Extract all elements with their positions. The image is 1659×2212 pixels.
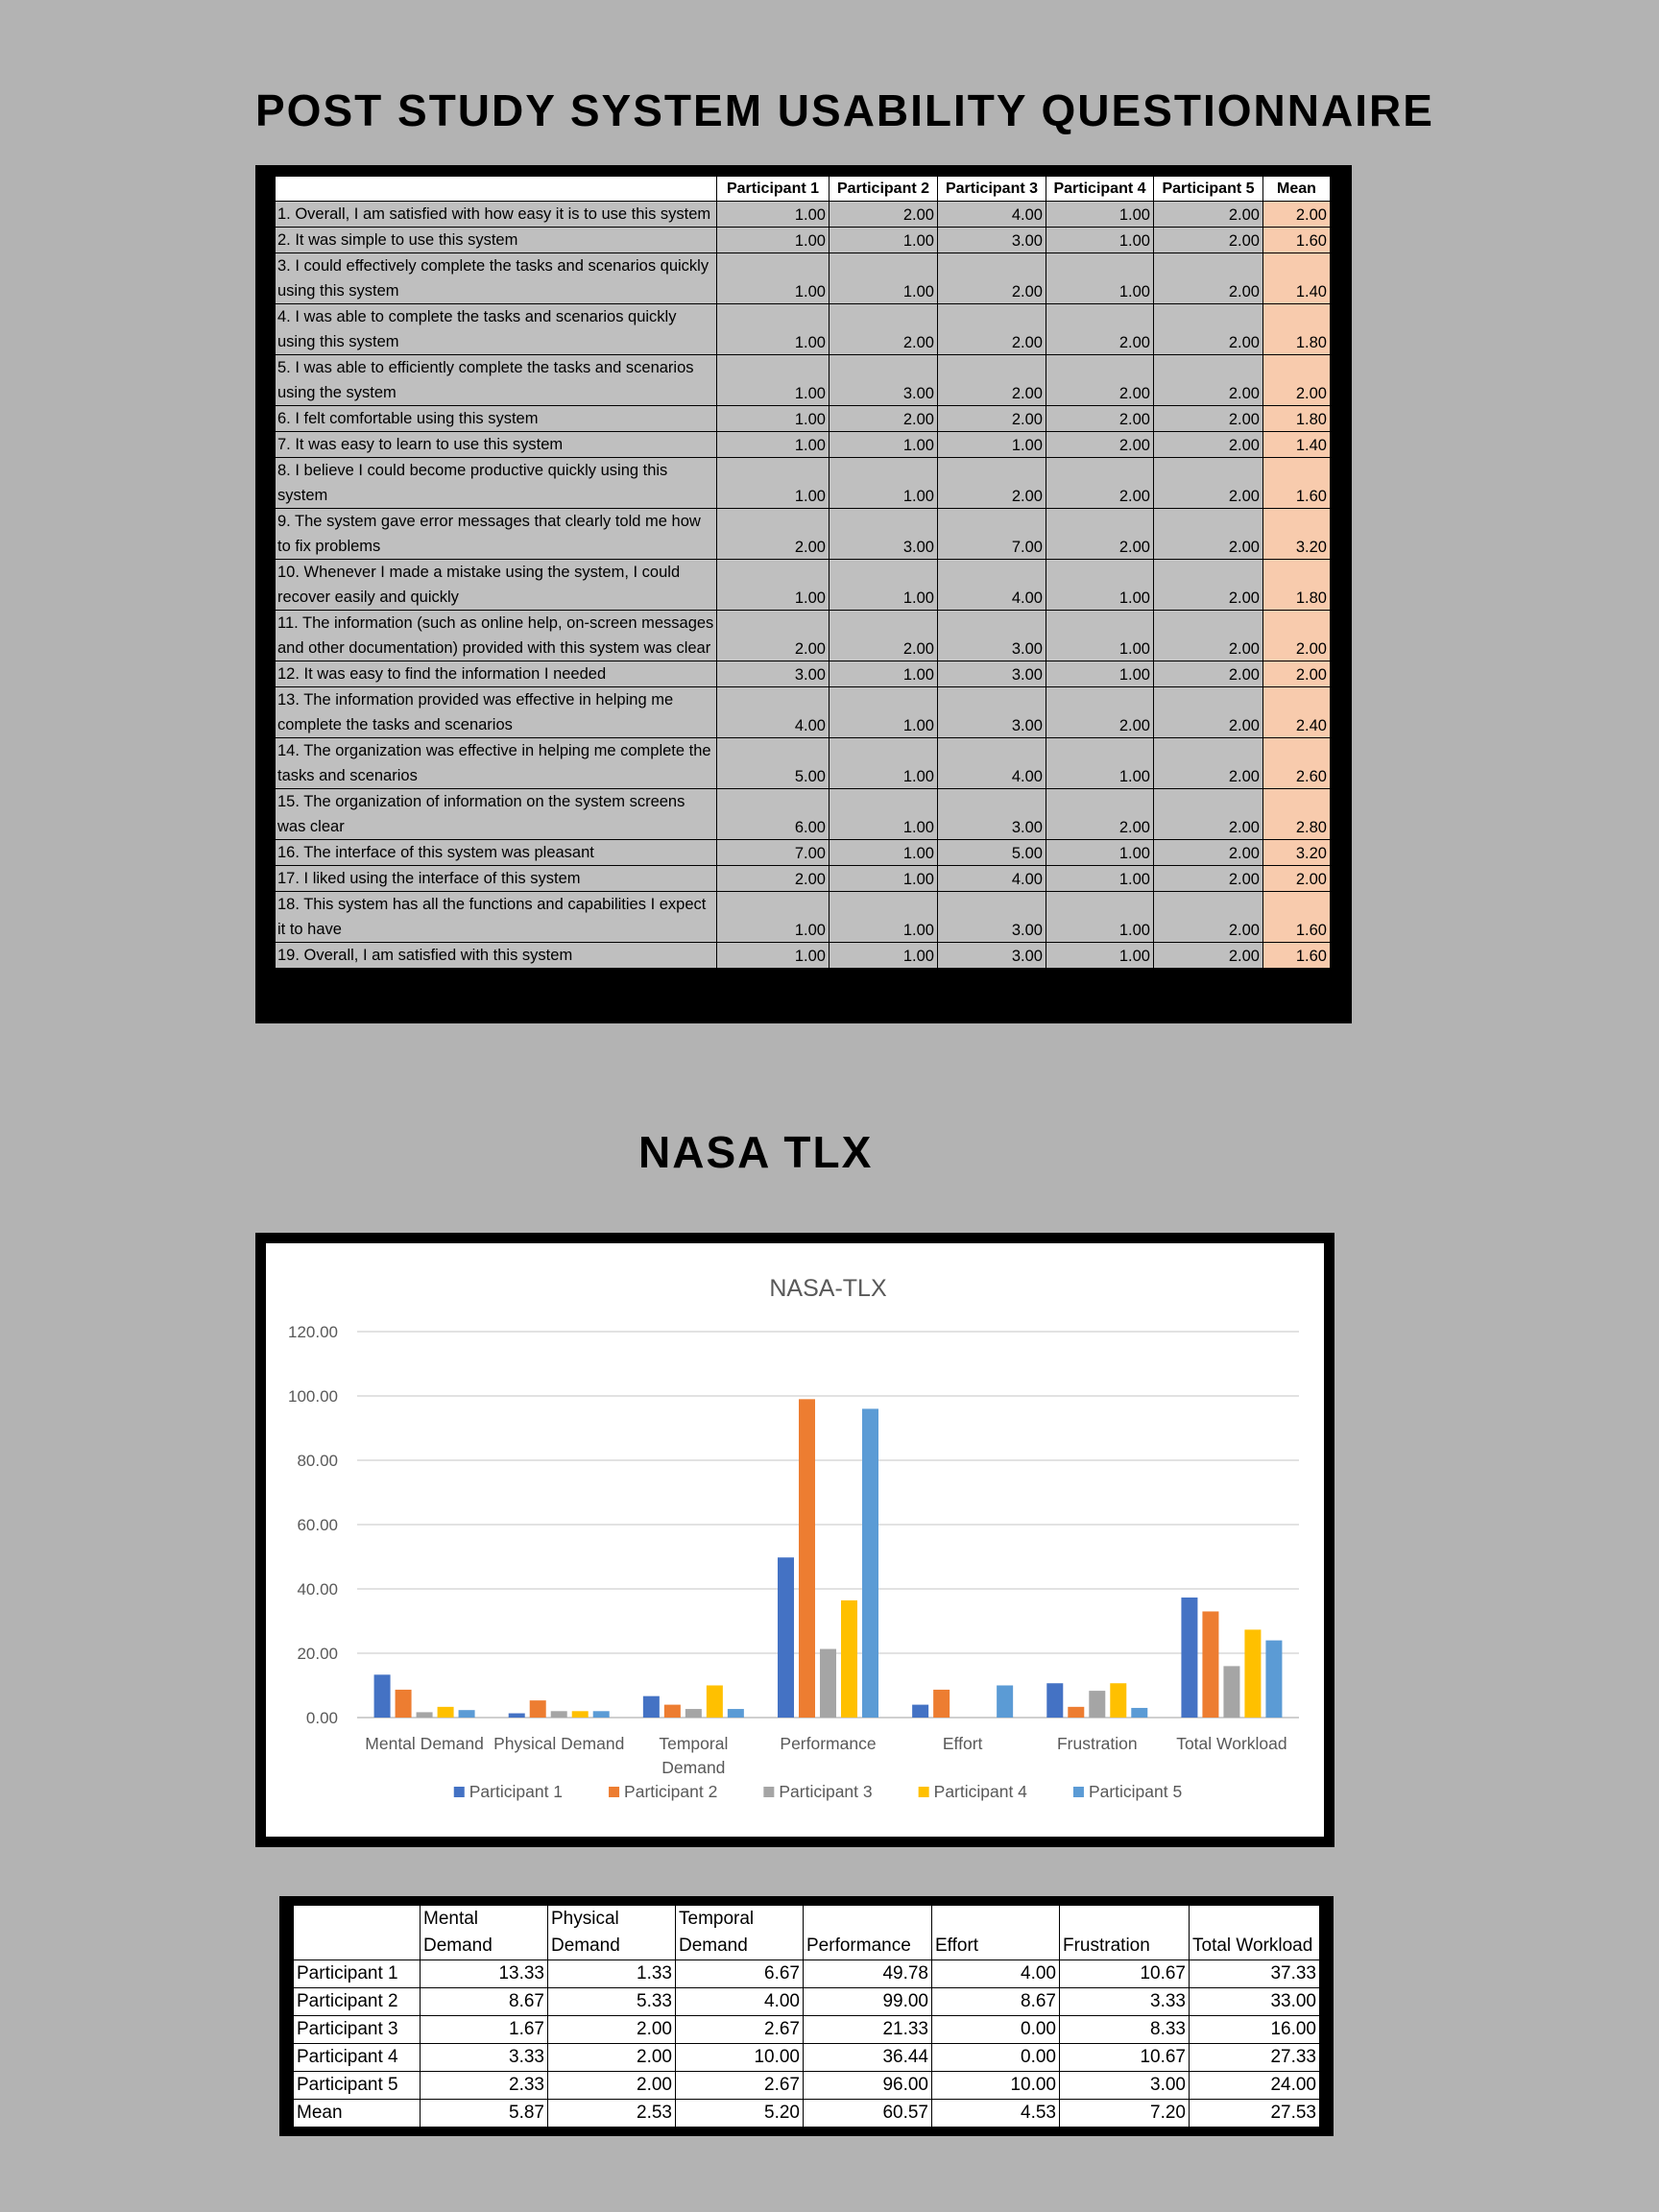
- score-cell: 1.00: [830, 866, 938, 892]
- score-cell: 1.00: [1046, 892, 1154, 943]
- legend-label: Participant 4: [933, 1782, 1027, 1801]
- score-cell: 2.00: [1154, 611, 1263, 661]
- bar-participant-3-frustration: [1089, 1691, 1105, 1718]
- mean-score-cell: 2.80: [1263, 789, 1331, 840]
- score-cell: 2.00: [1154, 253, 1263, 304]
- mean-score-cell: 3.20: [1263, 509, 1331, 560]
- score-cell: 3.00: [830, 355, 938, 406]
- score-cell: 2.00: [1046, 406, 1154, 432]
- question-row: [276, 866, 1331, 892]
- question-text: 7. It was easy to learn to use this system: [276, 432, 717, 458]
- score-cell: 1.00: [830, 228, 938, 253]
- question-text: 17. I liked using the interface of this system: [276, 866, 717, 892]
- tlx-cell: 10.00: [932, 2072, 1060, 2100]
- question-row: [276, 304, 1331, 355]
- tlx-row: [294, 1960, 1320, 1988]
- column-header-participant-4: Participant 4: [1046, 177, 1154, 202]
- mean-score-cell: 2.00: [1263, 202, 1331, 228]
- score-cell: 1.00: [717, 202, 830, 228]
- score-cell: 2.00: [1154, 892, 1263, 943]
- mean-score-cell: 2.00: [1263, 611, 1331, 661]
- score-cell: 2.00: [1154, 458, 1263, 509]
- tlx-cell: 5.20: [676, 2100, 804, 2128]
- tlx-cell: 2.33: [421, 2072, 548, 2100]
- bar-participant-2-temporal-demand: [664, 1705, 681, 1718]
- score-cell: 1.00: [717, 432, 830, 458]
- tlx-row-label: Participant 4: [294, 2044, 421, 2072]
- legend-label: Participant 5: [1088, 1782, 1183, 1801]
- question-text: 2. It was simple to use this system: [276, 228, 717, 253]
- tlx-cell: 2.67: [676, 2016, 804, 2044]
- bar-participant-3-temporal-demand: [685, 1709, 702, 1718]
- bar-participant-4-physical-demand: [572, 1711, 589, 1718]
- question-text: 15. The organization of information on the system screens was clear: [276, 789, 717, 840]
- bar-participant-5-mental-demand: [459, 1710, 475, 1718]
- tlx-cell: 96.00: [804, 2072, 932, 2100]
- score-cell: 2.00: [1154, 355, 1263, 406]
- question-row: [276, 432, 1331, 458]
- bar-participant-1-performance: [778, 1557, 794, 1718]
- tlx-cell: 7.20: [1060, 2100, 1190, 2128]
- tlx-column-performance: Performance: [804, 1906, 932, 1960]
- question-text: 9. The system gave error messages that clearly told me how to fix problems: [276, 509, 717, 560]
- y-tick-label: 20.00: [297, 1645, 338, 1663]
- legend-swatch-participant-1: [454, 1787, 465, 1797]
- tlx-cell: 2.53: [548, 2100, 676, 2128]
- tlx-cell: 0.00: [932, 2044, 1060, 2072]
- score-cell: 1.00: [1046, 228, 1154, 253]
- tlx-row-label: Mean: [294, 2100, 421, 2128]
- score-cell: 5.00: [938, 840, 1046, 866]
- y-tick-label: 40.00: [297, 1580, 338, 1599]
- bar-participant-2-mental-demand: [396, 1690, 412, 1718]
- score-cell: 2.00: [938, 355, 1046, 406]
- score-cell: 7.00: [717, 840, 830, 866]
- score-cell: 2.00: [938, 458, 1046, 509]
- tlx-row: [294, 2072, 1320, 2100]
- mean-score-cell: 1.60: [1263, 943, 1331, 969]
- score-cell: 2.00: [717, 866, 830, 892]
- score-cell: 1.00: [717, 458, 830, 509]
- score-cell: 3.00: [938, 611, 1046, 661]
- x-tick-label: Effort: [942, 1734, 983, 1753]
- score-cell: 1.00: [717, 228, 830, 253]
- score-cell: 2.00: [1154, 789, 1263, 840]
- question-row: [276, 228, 1331, 253]
- tlx-row-label: Participant 5: [294, 2072, 421, 2100]
- y-tick-label: 100.00: [288, 1387, 338, 1406]
- score-cell: 1.00: [1046, 943, 1154, 969]
- legend-label: Participant 2: [624, 1782, 718, 1801]
- legend-swatch-participant-2: [609, 1787, 619, 1797]
- question-row: [276, 406, 1331, 432]
- question-row: [276, 458, 1331, 509]
- tlx-row-label: Participant 1: [294, 1960, 421, 1988]
- nasa-tlx-chart-frame: [255, 1233, 1334, 1847]
- legend-label: Participant 3: [779, 1782, 873, 1801]
- score-cell: 2.00: [1046, 687, 1154, 738]
- bar-participant-5-performance: [862, 1408, 878, 1718]
- tlx-cell: 10.00: [676, 2044, 804, 2072]
- question-row: [276, 560, 1331, 611]
- question-text: 5. I was able to efficiently complete the tasks and scenarios using the system: [276, 355, 717, 406]
- question-row: [276, 355, 1331, 406]
- bar-participant-2-physical-demand: [530, 1700, 546, 1718]
- bar-participant-4-performance: [841, 1600, 857, 1718]
- tlx-cell: 4.00: [932, 1960, 1060, 1988]
- x-tick-label: Performance: [780, 1734, 877, 1753]
- nasa-tlx-chart-area: [266, 1243, 1324, 1837]
- x-tick-label: Mental Demand: [365, 1734, 484, 1753]
- question-row: [276, 661, 1331, 687]
- tlx-cell: 8.67: [421, 1988, 548, 2016]
- score-cell: 1.00: [830, 892, 938, 943]
- bar-participant-3-performance: [820, 1649, 836, 1718]
- questionnaire-header-row: [276, 177, 1331, 202]
- tlx-cell: 16.00: [1190, 2016, 1320, 2044]
- tlx-cell: 27.53: [1190, 2100, 1320, 2128]
- x-tick-label: Frustration: [1056, 1734, 1138, 1753]
- tlx-cell: 6.67: [676, 1960, 804, 1988]
- x-tick-label: Temporal Demand: [659, 1734, 729, 1777]
- tlx-header-row: [294, 1906, 1320, 1960]
- score-cell: 2.00: [1154, 304, 1263, 355]
- score-cell: 2.00: [1154, 560, 1263, 611]
- score-cell: 1.00: [1046, 840, 1154, 866]
- question-row: [276, 687, 1331, 738]
- score-cell: 2.00: [1046, 304, 1154, 355]
- score-cell: 1.00: [1046, 611, 1154, 661]
- question-row: [276, 202, 1331, 228]
- question-text: 8. I believe I could become productive quickly using this system: [276, 458, 717, 509]
- score-cell: 1.00: [830, 687, 938, 738]
- tlx-cell: 5.33: [548, 1988, 676, 2016]
- score-cell: 1.00: [830, 840, 938, 866]
- tlx-cell: 24.00: [1190, 2072, 1320, 2100]
- mean-score-cell: 1.40: [1263, 253, 1331, 304]
- nasa-tlx-chart: [266, 1243, 1324, 1837]
- score-cell: 2.00: [1154, 509, 1263, 560]
- score-cell: 1.00: [717, 892, 830, 943]
- mean-score-cell: 1.60: [1263, 228, 1331, 253]
- tlx-cell: 36.44: [804, 2044, 932, 2072]
- score-cell: 3.00: [938, 661, 1046, 687]
- question-text: 4. I was able to complete the tasks and scenarios quickly using this system: [276, 304, 717, 355]
- score-cell: 1.00: [1046, 866, 1154, 892]
- question-text: 11. The information (such as online help, on-screen messages and other documentation) provided with this system was clear: [276, 611, 717, 661]
- question-text: 12. It was easy to find the information I needed: [276, 661, 717, 687]
- score-cell: 1.00: [830, 789, 938, 840]
- bar-participant-2-performance: [799, 1399, 815, 1718]
- question-text: 14. The organization was effective in helping me complete the tasks and scenarios: [276, 738, 717, 789]
- tlx-row: [294, 2100, 1320, 2128]
- score-cell: 2.00: [1046, 355, 1154, 406]
- mean-score-cell: 1.80: [1263, 560, 1331, 611]
- column-header-participant-3: Participant 3: [938, 177, 1046, 202]
- mean-score-cell: 2.00: [1263, 661, 1331, 687]
- question-row: [276, 253, 1331, 304]
- mean-score-cell: 1.60: [1263, 892, 1331, 943]
- tlx-corner-cell: [294, 1906, 421, 1960]
- score-cell: 3.00: [938, 687, 1046, 738]
- score-cell: 3.00: [938, 789, 1046, 840]
- score-cell: 1.00: [1046, 202, 1154, 228]
- questionnaire-heading: POST STUDY SYSTEM USABILITY QUESTIONNAIRE: [255, 85, 1434, 135]
- x-tick-label: Total Workload: [1176, 1734, 1287, 1753]
- tlx-table-frame: [279, 1896, 1334, 2136]
- bar-participant-5-total-workload: [1265, 1641, 1282, 1718]
- score-cell: 3.00: [830, 509, 938, 560]
- score-cell: 2.00: [1154, 432, 1263, 458]
- score-cell: 2.00: [830, 406, 938, 432]
- tlx-row: [294, 2016, 1320, 2044]
- bar-participant-5-frustration: [1131, 1708, 1147, 1718]
- question-row: [276, 611, 1331, 661]
- score-cell: 2.00: [1154, 840, 1263, 866]
- score-cell: 1.00: [717, 304, 830, 355]
- bar-participant-2-total-workload: [1202, 1611, 1218, 1718]
- questionnaire-table: [275, 176, 1331, 969]
- bar-participant-1-temporal-demand: [643, 1696, 660, 1718]
- score-cell: 1.00: [1046, 560, 1154, 611]
- score-cell: 2.00: [1046, 432, 1154, 458]
- tlx-cell: 3.33: [421, 2044, 548, 2072]
- score-cell: 1.00: [830, 943, 938, 969]
- score-cell: 1.00: [717, 560, 830, 611]
- tlx-cell: 4.53: [932, 2100, 1060, 2128]
- tlx-cell: 1.67: [421, 2016, 548, 2044]
- score-cell: 7.00: [938, 509, 1046, 560]
- legend-swatch-participant-4: [919, 1787, 929, 1797]
- bar-participant-4-total-workload: [1244, 1629, 1261, 1718]
- column-header-participant-5: Participant 5: [1154, 177, 1263, 202]
- tlx-row-label: Participant 2: [294, 1988, 421, 2016]
- score-cell: 2.00: [717, 611, 830, 661]
- questionnaire-corner-cell: [276, 177, 717, 202]
- bar-participant-1-frustration: [1046, 1683, 1063, 1718]
- tlx-cell: 33.00: [1190, 1988, 1320, 2016]
- y-tick-label: 120.00: [288, 1323, 338, 1341]
- column-header-mean: Mean: [1263, 177, 1331, 202]
- mean-score-cell: 1.80: [1263, 304, 1331, 355]
- column-header-participant-1: Participant 1: [717, 177, 830, 202]
- score-cell: 1.00: [717, 355, 830, 406]
- tlx-cell: 2.00: [548, 2072, 676, 2100]
- score-cell: 6.00: [717, 789, 830, 840]
- bar-participant-2-frustration: [1068, 1707, 1084, 1718]
- score-cell: 4.00: [938, 202, 1046, 228]
- tlx-cell: 2.00: [548, 2016, 676, 2044]
- tlx-column-frustration: Frustration: [1060, 1906, 1190, 1960]
- question-row: [276, 738, 1331, 789]
- score-cell: 4.00: [938, 560, 1046, 611]
- tlx-cell: 10.67: [1060, 2044, 1190, 2072]
- question-row: [276, 789, 1331, 840]
- column-header-participant-2: Participant 2: [830, 177, 938, 202]
- tlx-cell: 49.78: [804, 1960, 932, 1988]
- score-cell: 1.00: [830, 738, 938, 789]
- y-tick-label: 80.00: [297, 1452, 338, 1470]
- score-cell: 2.00: [1154, 687, 1263, 738]
- score-cell: 1.00: [938, 432, 1046, 458]
- score-cell: 3.00: [938, 228, 1046, 253]
- score-cell: 2.00: [938, 304, 1046, 355]
- mean-score-cell: 2.00: [1263, 866, 1331, 892]
- score-cell: 4.00: [717, 687, 830, 738]
- tlx-cell: 2.00: [548, 2044, 676, 2072]
- score-cell: 2.00: [830, 611, 938, 661]
- question-text: 19. Overall, I am satisfied with this system: [276, 943, 717, 969]
- question-row: [276, 840, 1331, 866]
- question-text: 6. I felt comfortable using this system: [276, 406, 717, 432]
- tlx-cell: 0.00: [932, 2016, 1060, 2044]
- mean-score-cell: 2.40: [1263, 687, 1331, 738]
- bar-participant-4-frustration: [1110, 1683, 1126, 1718]
- bar-participant-5-physical-demand: [593, 1711, 610, 1718]
- score-cell: 1.00: [830, 661, 938, 687]
- legend-label: Participant 1: [469, 1782, 564, 1801]
- score-cell: 2.00: [830, 304, 938, 355]
- score-cell: 4.00: [938, 866, 1046, 892]
- tlx-table: [293, 1905, 1320, 2128]
- bar-participant-1-mental-demand: [374, 1674, 391, 1718]
- mean-score-cell: 1.40: [1263, 432, 1331, 458]
- tlx-cell: 8.33: [1060, 2016, 1190, 2044]
- score-cell: 3.00: [938, 892, 1046, 943]
- question-row: [276, 509, 1331, 560]
- legend-swatch-participant-5: [1073, 1787, 1084, 1797]
- tlx-row-label: Participant 3: [294, 2016, 421, 2044]
- tlx-cell: 1.33: [548, 1960, 676, 1988]
- score-cell: 2.00: [1154, 228, 1263, 253]
- tlx-column-physical-demand: Physical Demand: [548, 1906, 676, 1960]
- legend-swatch-participant-3: [763, 1787, 774, 1797]
- tlx-cell: 3.33: [1060, 1988, 1190, 2016]
- mean-score-cell: 2.60: [1263, 738, 1331, 789]
- score-cell: 2.00: [1154, 943, 1263, 969]
- tlx-cell: 21.33: [804, 2016, 932, 2044]
- score-cell: 1.00: [717, 406, 830, 432]
- tlx-cell: 37.33: [1190, 1960, 1320, 1988]
- tlx-column-mental-demand: Mental Demand: [421, 1906, 548, 1960]
- tlx-cell: 10.67: [1060, 1960, 1190, 1988]
- score-cell: 2.00: [1154, 866, 1263, 892]
- nasa-tlx-heading: NASA TLX: [638, 1127, 874, 1177]
- mean-score-cell: 1.80: [1263, 406, 1331, 432]
- mean-score-cell: 3.20: [1263, 840, 1331, 866]
- y-tick-label: 0.00: [305, 1709, 338, 1727]
- tlx-cell: 8.67: [932, 1988, 1060, 2016]
- tlx-column-total-workload: Total Workload: [1190, 1906, 1320, 1960]
- bar-participant-3-mental-demand: [417, 1712, 433, 1718]
- score-cell: 1.00: [1046, 661, 1154, 687]
- tlx-cell: 99.00: [804, 1988, 932, 2016]
- tlx-cell: 2.67: [676, 2072, 804, 2100]
- score-cell: 1.00: [717, 253, 830, 304]
- bar-participant-2-effort: [933, 1690, 950, 1718]
- score-cell: 2.00: [830, 202, 938, 228]
- score-cell: 2.00: [1154, 738, 1263, 789]
- score-cell: 3.00: [938, 943, 1046, 969]
- bar-participant-1-effort: [912, 1705, 928, 1718]
- question-text: 16. The interface of this system was pleasant: [276, 840, 717, 866]
- score-cell: 2.00: [1154, 661, 1263, 687]
- score-cell: 2.00: [938, 406, 1046, 432]
- tlx-row: [294, 1988, 1320, 2016]
- score-cell: 2.00: [938, 253, 1046, 304]
- score-cell: 1.00: [1046, 253, 1154, 304]
- score-cell: 2.00: [1154, 406, 1263, 432]
- tlx-cell: 4.00: [676, 1988, 804, 2016]
- tlx-cell: 60.57: [804, 2100, 932, 2128]
- bar-participant-3-total-workload: [1223, 1666, 1239, 1718]
- score-cell: 1.00: [830, 560, 938, 611]
- questionnaire-table-frame: [255, 165, 1352, 1023]
- x-tick-label: Physical Demand: [493, 1734, 625, 1753]
- score-cell: 1.00: [830, 458, 938, 509]
- mean-score-cell: 1.60: [1263, 458, 1331, 509]
- score-cell: 2.00: [1046, 458, 1154, 509]
- score-cell: 2.00: [717, 509, 830, 560]
- question-text: 1. Overall, I am satisfied with how easy it is to use this system: [276, 202, 717, 228]
- bar-participant-4-mental-demand: [438, 1707, 454, 1718]
- score-cell: 2.00: [1154, 202, 1263, 228]
- question-text: 18. This system has all the functions and capabilities I expect it to have: [276, 892, 717, 943]
- bar-participant-4-temporal-demand: [707, 1686, 723, 1719]
- question-row: [276, 943, 1331, 969]
- tlx-cell: 5.87: [421, 2100, 548, 2128]
- question-text: 3. I could effectively complete the tasks and scenarios quickly using this system: [276, 253, 717, 304]
- question-row: [276, 892, 1331, 943]
- y-tick-label: 60.00: [297, 1516, 338, 1534]
- tlx-cell: 3.00: [1060, 2072, 1190, 2100]
- score-cell: 1.00: [717, 943, 830, 969]
- score-cell: 5.00: [717, 738, 830, 789]
- score-cell: 1.00: [830, 432, 938, 458]
- bar-participant-3-physical-demand: [551, 1711, 567, 1718]
- bar-participant-5-effort: [997, 1686, 1013, 1719]
- tlx-column-effort: Effort: [932, 1906, 1060, 1960]
- tlx-cell: 13.33: [421, 1960, 548, 1988]
- score-cell: 1.00: [830, 253, 938, 304]
- mean-score-cell: 2.00: [1263, 355, 1331, 406]
- score-cell: 4.00: [938, 738, 1046, 789]
- score-cell: 2.00: [1046, 509, 1154, 560]
- tlx-column-temporal-demand: Temporal Demand: [676, 1906, 804, 1960]
- score-cell: 2.00: [1046, 789, 1154, 840]
- bar-participant-1-total-workload: [1181, 1598, 1197, 1718]
- bar-participant-1-physical-demand: [509, 1714, 525, 1718]
- score-cell: 3.00: [717, 661, 830, 687]
- score-cell: 1.00: [1046, 738, 1154, 789]
- chart-title: NASA-TLX: [769, 1275, 887, 1302]
- question-text: 13. The information provided was effective in helping me complete the tasks and scenarios: [276, 687, 717, 738]
- bar-participant-5-temporal-demand: [728, 1709, 744, 1718]
- question-text: 10. Whenever I made a mistake using the system, I could recover easily and quickly: [276, 560, 717, 611]
- tlx-row: [294, 2044, 1320, 2072]
- tlx-cell: 27.33: [1190, 2044, 1320, 2072]
